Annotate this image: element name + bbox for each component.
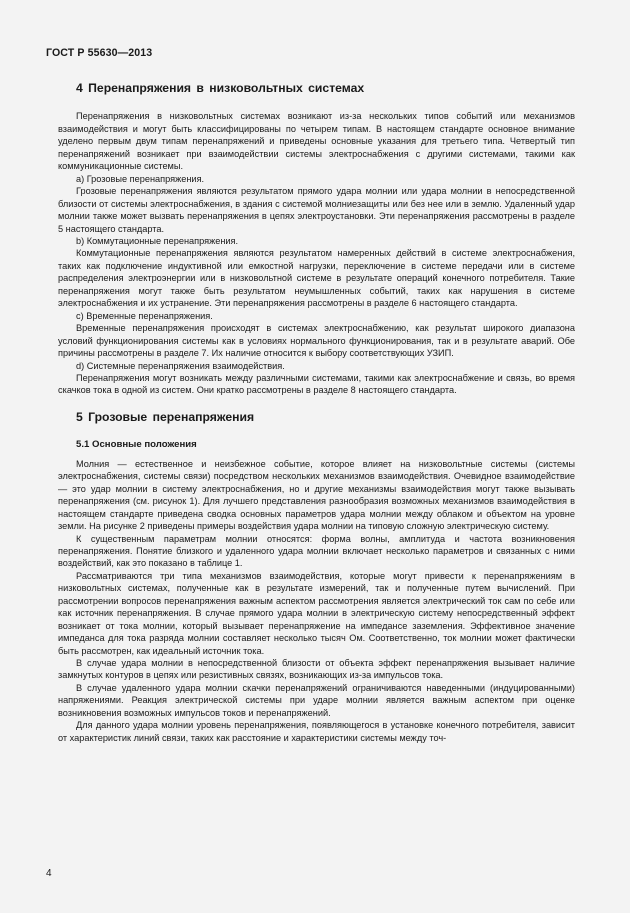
paragraph: В случае удара молнии в непосредственной близости от объекта эффект перенапряжения вызывает наличие замкнутых контуров в цепях или резистивных связях, возникающих из-за импульсов тока. xyxy=(58,658,575,681)
paragraph: Коммутационные перенапряжения являются результатом намеренных действий в системе электроснабжения, таких как подключение индуктивной или емкостной нагрузки, переключение в системе передачи или в системе распределения электроэнергии или в низковольтной системе в результате операций конечного потребителя. Такие перенапряжения могут также быть результатом неумышленных событий, таких как нарушения в системе электроснабжения и их устранение. Эти перенапряжения рассмотрены в разделе 6 настоящего стандарта. xyxy=(58,248,575,309)
standard-header: ГОСТ Р 55630—2013 xyxy=(46,47,153,59)
paragraph: К существенным параметрам молнии относятся: форма волны, амплитуда и частота возникновения перенапряжения. Понятие близкого и удаленного удара молнии включает несколько параметров и связанных с ними воздействий, как это показано в таблице 1. xyxy=(58,533,575,569)
page-number: 4 xyxy=(46,868,52,879)
page-content xyxy=(58,76,575,744)
list-item-d: d) Системные перенапряжения взаимодействия. xyxy=(76,360,285,371)
section-4-title: 4 Перенапряжения в низковольтных системах xyxy=(76,81,365,95)
paragraph: Перенапряжения могут возникать между различными системами, такими как электроснабжение и связь, во время скачков тока в одной из систем. Они кратко рассмотрены в разделе 8 настоящего стандарта. xyxy=(58,372,575,396)
list-item-c: c) Временные перенапряжения. xyxy=(76,310,213,321)
list-item-a: a) Грозовые перенапряжения. xyxy=(76,173,205,184)
paragraph: Перенапряжения в низковольтных системах возникают из-за нескольких типов событий или механизмов взаимодействия и могут быть классифицированы по четырем типам. В настоящем стандарте основное внимание уделено первым двум типам перенапряжений и приведены основные указания для третьего типа. Четвертый тип перенапряжений возникает при взаимодействии системы электроснабжения с другими системами, такими как коммуникационные системы. xyxy=(58,111,575,172)
list-item-b: b) Коммутационные перенапряжения. xyxy=(76,235,239,246)
subsection-5-1-title: 5.1 Основные положения xyxy=(76,439,197,451)
section-5-title: 5 Грозовые перенапряжения xyxy=(76,409,255,424)
paragraph: Молния — естественное и неизбежное событие, которое влияет на низковольтные системы (системы электроснабжения, системы связи) посредством нескольких механизмов взаимодействия. Очевидное взаимодействие — это удар молнии в систему электроснабжения, но и другие механизмы взаимодействия могут также вызывать перенапряжения (см. рисунок 1). Для лучшего представления разнообразия возможных механизмов взаимодействия в настоящем стандарте приведена сводка основных параметров удара молнии между облаком и объектом на уровне земли. На рисунке 2 приведены примеры воздействия удара молнии на типовую сложную электрическую систему. xyxy=(58,458,575,532)
paragraph: Рассматриваются три типа механизмов взаимодействия, которые могут привести к перенапряжениям в низковольтных системах, полученные как в результате измерений, так и полученные путем вычислений. При рассмотрении вопросов перенапряжения важным аспектом рассмотрения является электрический ток сам по себе или как источник перенапряжения. В случае прямого удара молнии в электрическую систему непосредственный эффект возникает от тока молнии, который вызывает перенапряжение на импедансе заземления. Эффективное значение импеданса для тока разряда молнии составляет несколько тысяч Ом. Соответственно, ток молнии может фактически быть рассмотрен, как идеальный источник тока. xyxy=(58,570,575,656)
paragraph: Для данного удара молнии уровень перенапряжения, появляющегося в установке конечного потребителя, зависит от характеристик линий связи, таких как расстояние и характеристики системы между точ- xyxy=(58,720,575,743)
paragraph: Временные перенапряжения происходят в системах электроснабжению, как результат широкого диапазона условий функционирования системы как в условиях нормального функционирования, так и в результате аварий. Обе причины рассмотрены в разделе 7. Их наличие относится к выбору соответствующих УЗИП. xyxy=(58,323,575,359)
paragraph: Грозовые перенапряжения являются результатом прямого удара молнии или удара молнии в непосредственной близости от системы электроснабжения, в здания с системой молниезащиты или без нее или в землю. Удаленный удар молнии также может вызвать перенапряжения в цепях электроустановки. Эти перенапряжения рассмотрены в разделе 5 настоящего стандарта. xyxy=(58,186,575,234)
paragraph: В случае удаленного удара молнии скачки перенапряжений ограничиваются наведенными (индуцированными) напряжениями. Реакция электрической системы при ударе молнии является важным аспектом при оценке возникновения возможных импульсов токов и перенапряжений. xyxy=(58,682,575,718)
